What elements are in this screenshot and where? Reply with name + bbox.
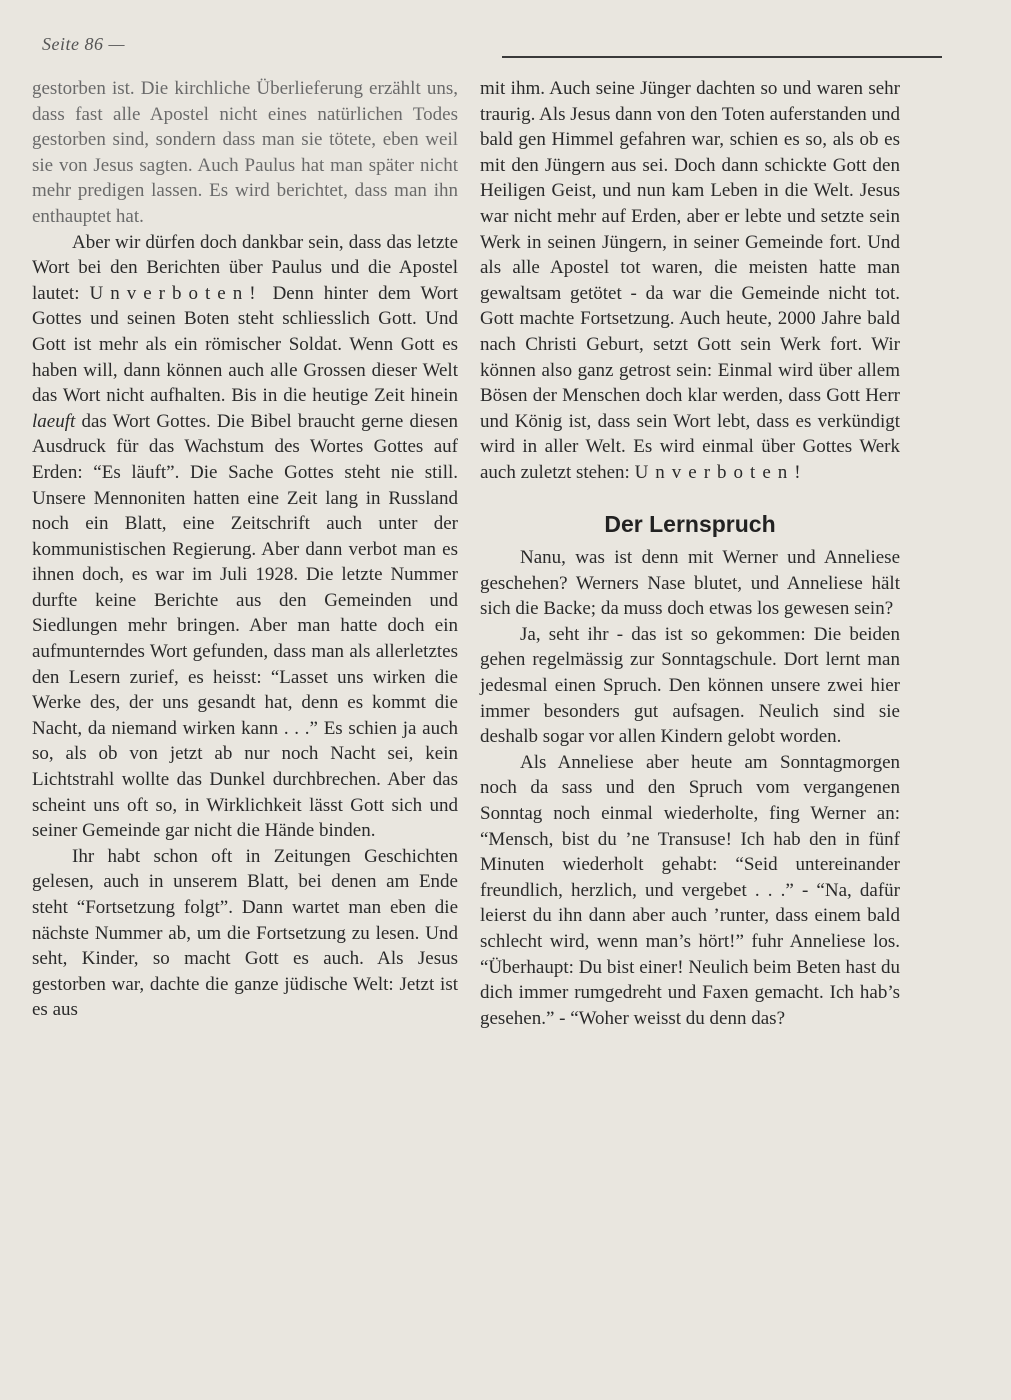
right-paragraph-1 (480, 76, 900, 486)
left-column (32, 76, 458, 1023)
left-paragraph-2-mid: Denn hinter dem Wort Gottes und seinen Boten steht schliesslich Gott. Und Gott ist mehr als ein römischer Soldat. Wenn Gott es haben will, dann können auch alle Grossen dieser Welt das Wort nicht aufhalten. Bis in die heutige Zeit hinein (32, 282, 459, 407)
page-number: Seite 86 — (42, 34, 125, 54)
left-paragraph-2-start: Aber wir dürfen doch dankbar sein, dass das letzte Wort bei den Berichten über Paulus und die Apostel lautet: (32, 231, 458, 304)
unverboten-word-1: Unverboten! (89, 282, 263, 304)
left-paragraph-3: Ihr habt schon oft in Zeitungen Geschichten gelesen, auch in unserem Blatt, bei denen am Ende steht “Fortsetzung folgt”. Dann wartet man eben die nächste Nummer ab, um die Fortsetzung zu lesen. Und seht, Kinder, so macht Gott es auch. Als Jesus gestorben war, dachte die ganze jüdische Welt: Jetzt ist es aus (32, 845, 458, 1021)
italic-word: laeuft (32, 410, 76, 432)
unverboten-word-2: Unverboten! (634, 461, 808, 483)
right-paragraph-3: Ja, seht ihr - das ist so gekommen: Die beiden gehen regelmässig zur Sonntagschule. Dort lernt man jedesmal einen Spruch. Den können unsere zwei hier immer besonders gut aufsagen. Neulich sind sie deshalb sogar vor allen Kindern gelobt worden. (480, 623, 900, 748)
left-paragraph-1: gestorben ist. Die kirchliche Überlieferung erzählt uns, dass fast alle Apostel nicht eines natürlichen Todes gestorben sind, sondern dass man sie tötete, eben weil sie von Jesus sagten. Auch Paulus hat man später nicht mehr predigen lassen. Es wird berichtet, dass man ihn enthauptet hat. (32, 78, 458, 227)
left-paragraph-2 (32, 230, 458, 844)
right-column (480, 76, 900, 1031)
page-header (42, 34, 902, 58)
left-paragraph-2-end: das Wort Gottes. Die Bibel braucht gerne diesen Ausdruck für das Wachstum des Wortes Gottes auf Erden: “Es läuft”. Die Sache Gottes steht nie still. Unsere Mennoniten hatten eine Zeit lang in Russland noch ein Blatt, eine Zeitschrift auch unter der kommunistischen Regierung. Aber dann verbot man es ihnen doch, es war im Juli 1928. Die letzte Nummer durfte keine Berichte aus den Gemeinden und Siedlungen mehr bringen. Aber man hatte doch ein aufmunterndes Wort gefunden, dass man als allerletztes den Lesern zurief, es heisst: “Lasset uns wirken die Werke des, der uns gesandt hat, denn es kommt die Nacht, da niemand wirken kann . . .” Es schien ja auch so, als ob von jetzt ab nur noch Nacht sei, kein Lichtstrahl wollte das Dunkel durchbrechen. Aber das scheint uns oft so, in Wirklichkeit lässt Gott sich und seiner Gemeinde gar nicht die Hände binden. (32, 410, 458, 842)
right-paragraph-1-text: mit ihm. Auch seine Jünger dachten so und waren sehr traurig. Als Jesus dann von den Toten auferstanden und bald gen Himmel gefahren war, schien es so, als ob es mit den Jüngern aus sei. Doch dann schickte Gott den Heiligen Geist, und nun kam Leben in die Welt. Jesus war nicht mehr auf Erden, aber er lebte und setzte sein Werk in seinen Jüngern, in seiner Gemeinde fort. Und als alle Apostel tot waren, die meisten hatte man gewaltsam getötet - da war die Gemeinde nicht tot. Gott machte Fortsetzung. Auch heute, 2000 Jahre bald nach Christi Geburt, setzt Gott sein Werk fort. Wir können also ganz getrost sein: Einmal wird über allem Bösen der Menschen doch klar werden, dass Gott Herr und König ist, dass sein Wort lebt, dass es verkündigt wird in aller Welt. Es wird einmal über Gottes Werk auch zuletzt stehen: (480, 78, 900, 483)
right-paragraph-4: Als Anneliese aber heute am Sonntagmorgen noch da sass und den Spruch vom vergangenen Sonntag noch einmal wiederholte, fing Werner an: “Mensch, bist du ’ne Transuse! Ich hab den in fünf Minuten wiederholt gehabt: “Seid untereinander freundlich, herzlich, und vergebet . . .” - “Na, dafür leierst du ihn dann aber auch ’runter, dass einem bald schlecht wird, wenn man’s hört!” fuhr Anneliese los. “Überhaupt: Du bist einer! Neulich beim Beten hast du dich immer rumgedreht und Faxen gemacht. Ich hab’s gesehen.” - “Woher weisst du denn das? (480, 751, 900, 1029)
right-paragraph-2: Nanu, was ist denn mit Werner und Anneliese geschehen? Werners Nase blutet, und Anneliese hält sich die Backe; da muss doch etwas los gewesen sein? (480, 547, 900, 620)
header-rule (502, 56, 942, 58)
section-heading: Der Lernspruch (604, 510, 776, 537)
